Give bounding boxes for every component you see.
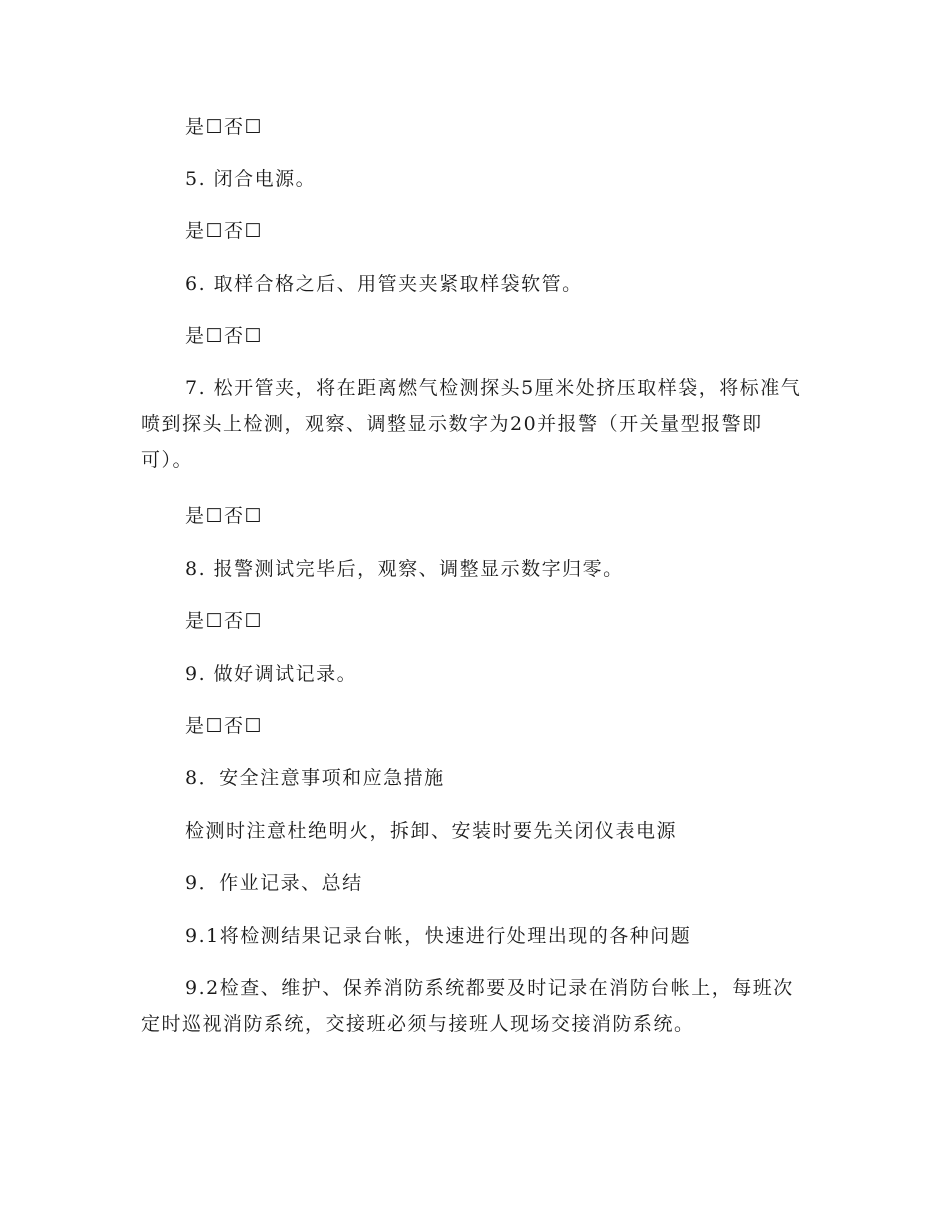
safety-note: 检测时注意杜绝明火，拆卸、安装时要先关闭仪表电源 <box>185 820 678 842</box>
yes-no-checkbox-line: 是☐否☐ <box>185 715 264 737</box>
step-9-record: 9. 做好调试记录。 <box>185 663 358 685</box>
step-7-calibration: 7. 松开管夹，将在距离燃气检测探头5厘米处挤压取样袋，将标准气喷到探头上检测，观察、调整显示数字为20并报警（开关量型报警即可）。 <box>141 377 802 471</box>
yes-no-checkbox-line: 是☐否☐ <box>185 116 264 138</box>
yes-no-checkbox-line: 是☐否☐ <box>185 220 264 242</box>
section-9-1: 9.1将检测结果记录台帐，快速进行处理出现的各种问题 <box>185 925 692 947</box>
section-8-heading: 8．安全注意事项和应急措施 <box>185 767 445 789</box>
section-9-2: 9.2检查、维护、保养消防系统都要及时记录在消防台帐上，每班次定时巡视消防系统，交接班必须与接班人现场交接消防系统。 <box>141 977 794 1035</box>
step-6-clamp-hose: 6. 取样合格之后、用管夹夹紧取样袋软管。 <box>185 273 583 295</box>
yes-no-checkbox-line: 是☐否☐ <box>185 325 264 347</box>
step-5-close-power: 5. 闭合电源。 <box>185 168 317 190</box>
step-8-reset-zero: 8. 报警测试完毕后，观察、调整显示数字归零。 <box>185 558 624 580</box>
section-9-heading: 9．作业记录、总结 <box>185 872 363 894</box>
yes-no-checkbox-line: 是☐否☐ <box>185 505 264 527</box>
yes-no-checkbox-line: 是☐否☐ <box>185 610 264 632</box>
